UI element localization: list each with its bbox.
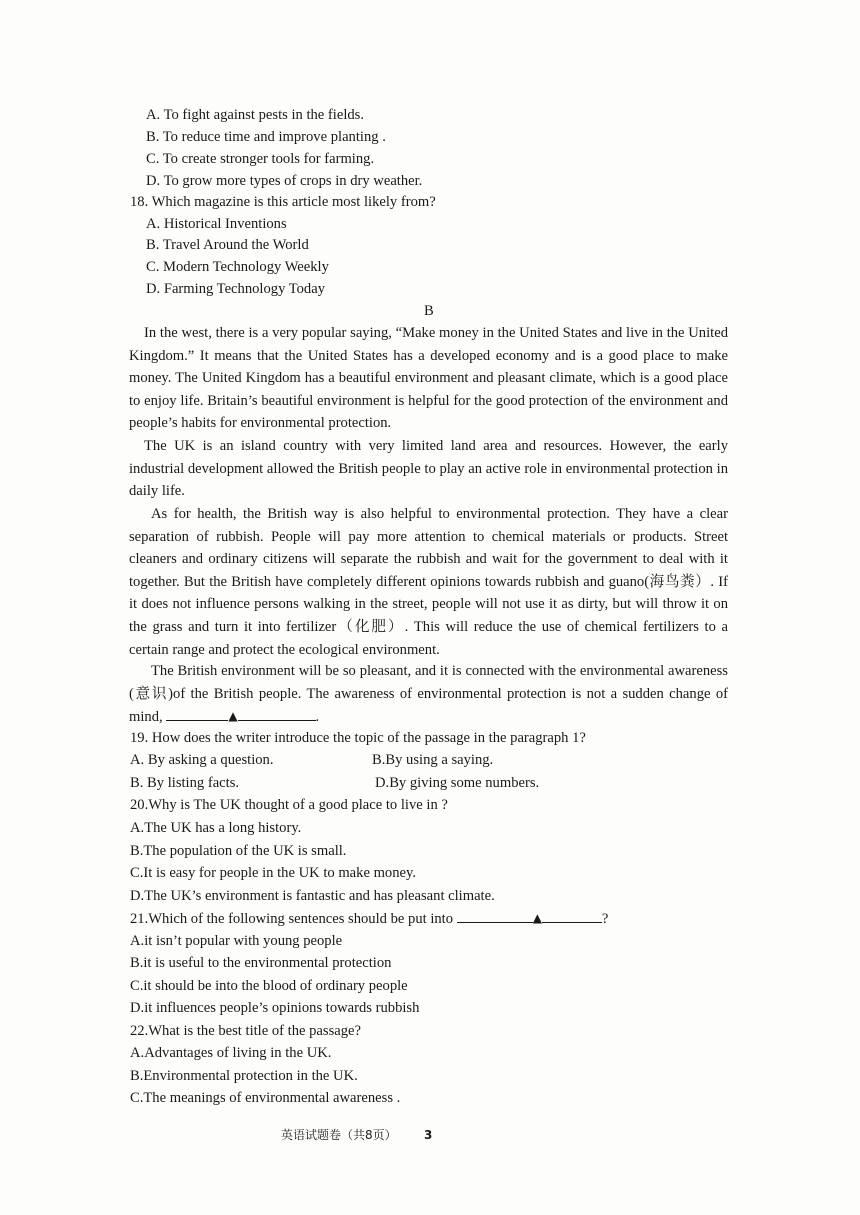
blank-marker-icon: ▲	[532, 911, 542, 925]
q19-option-b: B.By using a saying.	[372, 752, 494, 768]
passage-paragraph-2: The UK is an island country with very limited land area and resources. However, the early industrial development allowed the British people to play an active role in environmental protection in daily life.	[129, 438, 728, 500]
q17-option-c: C. To create stronger tools for farming.	[146, 151, 375, 167]
answer-blank	[457, 908, 533, 923]
q18-option-d: D. Farming Technology Today	[146, 281, 326, 297]
q21-option-c: C.it should be into the blood of ordinary people	[130, 978, 408, 994]
answer-blank	[166, 706, 228, 721]
q20-question: 20.Why is The UK thought of a good place to live in ?	[130, 797, 448, 813]
blank-marker-icon: ▲	[228, 709, 238, 724]
q20-option-a: A.The UK has a long history.	[130, 820, 302, 836]
q21-option-a: A.it isn’t popular with young people	[130, 933, 343, 949]
answer-blank	[238, 706, 316, 721]
q18-option-c: C. Modern Technology Weekly	[146, 259, 329, 275]
q18-option-b: B. Travel Around the World	[146, 237, 309, 253]
q22-option-a: A.Advantages of living in the UK.	[130, 1045, 332, 1061]
q17-option-a: A. To fight against pests in the fields.	[146, 107, 364, 123]
page-number: 3	[424, 1128, 433, 1142]
passage-paragraph-3: As for health, the British way is also helpful to environmental protection. They have a clear separation of rubbish. People will pay more attention to chemical materials or products. Street cleaners and ordinary citizens will separate the rubbish and wait for the government to deal with it together. But the British have completely different opinions towards rubbish and guano(海鸟粪）. If it does not influence persons walking in the street, people will not use it as dirty, but will throw it on the grass and turn it into fertilizer（化肥）. This will reduce the use of chemical fertilizers to a certain range and protect the ecological environment.	[129, 506, 728, 658]
q17-option-b: B. To reduce time and improve planting .	[146, 129, 386, 145]
q22-option-b: B.Environmental protection in the UK.	[130, 1068, 358, 1084]
q19-option-d: D.By giving some numbers.	[375, 775, 540, 791]
q20-option-d: D.The UK’s environment is fantastic and has pleasant climate.	[130, 888, 495, 904]
q19-option-a: A. By asking a question.	[130, 752, 274, 768]
q19-option-c: B. By listing facts.	[130, 775, 240, 791]
section-label: B	[424, 303, 434, 319]
q21-option-d: D.it influences people’s opinions towards rubbish	[130, 1000, 420, 1016]
q22-option-c: C.The meanings of environmental awareness .	[130, 1090, 401, 1106]
q17-option-d: D. To grow more types of crops in dry weather.	[146, 173, 423, 189]
q20-option-c: C.It is easy for people in the UK to make money.	[130, 865, 416, 881]
q20-option-b: B.The population of the UK is small.	[130, 843, 347, 859]
q18-option-a: A. Historical Inventions	[146, 216, 287, 232]
answer-blank	[542, 908, 602, 923]
q21-question: 21.Which of the following sentences should be put into ▲ ?	[130, 908, 608, 929]
q19-question: 19. How does the writer introduce the topic of the passage in the paragraph 1?	[130, 730, 586, 746]
q18-question: 18. Which magazine is this article most likely from?	[130, 194, 436, 210]
passage-paragraph-1: In the west, there is a very popular saying, “Make money in the United States and live in the United Kingdom.” It means that the United States has a developed economy and is a good place to make money. The United Kingdom has a beautiful environment and pleasant climate, which is a good place to enjoy life. Britain’s beautiful environment is helpful for the good protection of the environment and people’s habits for environmental protection.	[129, 325, 728, 432]
footer-label: 英语试题卷（共8页）	[281, 1128, 397, 1142]
q21-option-b: B.it is useful to the environmental protection	[130, 955, 392, 971]
passage-paragraph-4: The British environment will be so pleasant, and it is connected with the environmental awareness (意识)of the British people. The awareness of environmental protection is not a sudden change of mind, ▲ .	[129, 663, 728, 726]
q22-question: 22.What is the best title of the passage?	[130, 1023, 361, 1039]
